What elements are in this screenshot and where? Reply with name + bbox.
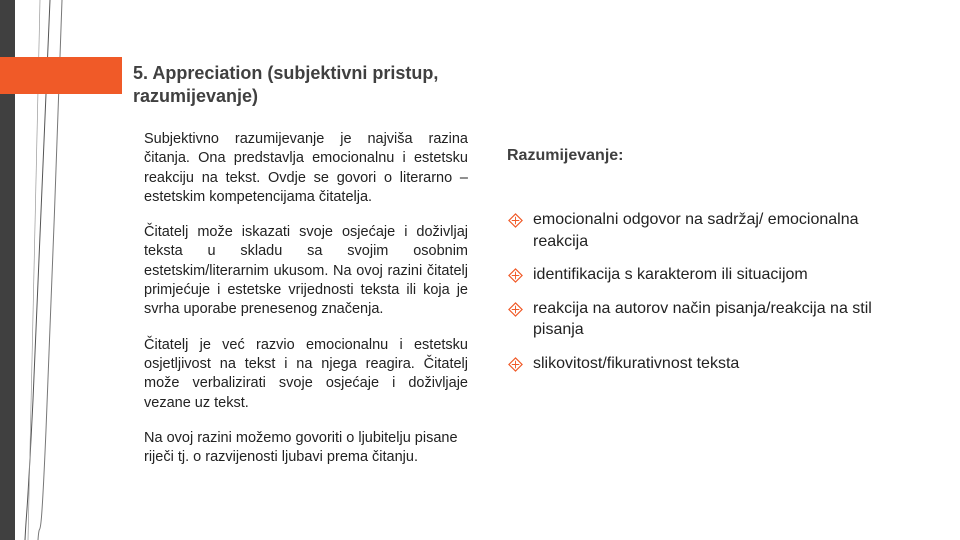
diamond-outline-icon [508,213,523,228]
body-paragraph: Čitatelj može iskazati svoje osjećaje i doživljaj teksta u skladu sa svojim osobnim estetskim/literarnim ukusom. Na ovoj razini čitatelj primjećuje i estetske vrijednosti teksta ili koja je svrha uporabe prenesenog značenja. [144,224,468,318]
diamond-outline-icon [508,302,523,317]
bullet-text: emocionalni odgovor na sadržaj/ emocionalna reakcija [533,211,859,250]
slide-title: 5. Appreciation (subjektivni pristup, razumijevanje) [133,63,439,106]
bullet-text: identifikacija s karakterom ili situacijom [533,266,808,283]
title-accent-tab [0,57,122,94]
right-column-heading: Razumijevanje: [507,147,624,164]
list-item [508,209,918,252]
body-paragraph: Subjektivno razumijevanje je najviša razina čitanja. Ona predstavlja emocionalnu i estetsku reakciju na tekst. Ovdje se govori o literarno – estetskim kompetencijama čitatelja. [144,131,468,205]
bullet-list [508,209,918,386]
list-item [508,298,918,341]
body-text-column [144,130,468,483]
list-item [508,353,918,375]
diamond-outline-icon [508,357,523,372]
bullet-text: slikovitost/fikurativnost teksta [533,354,740,372]
list-item [508,264,918,286]
body-paragraph: Na ovoj razini možemo govoriti o ljubitelju pisane riječi tj. o razvijenosti ljubavi prema čitanju. [144,429,458,466]
body-paragraph: Čitatelj je već razvio emocionalnu i estetsku osjetljivost na tekst i na njega reagira. Čitatelj može verbalizirati svoje osjećaje i doživljaje vezane uz tekst. [144,336,468,411]
bullet-text: reakcija na autorov način pisanja/reakcija na stil pisanja [533,299,872,338]
diamond-outline-icon [508,268,523,283]
